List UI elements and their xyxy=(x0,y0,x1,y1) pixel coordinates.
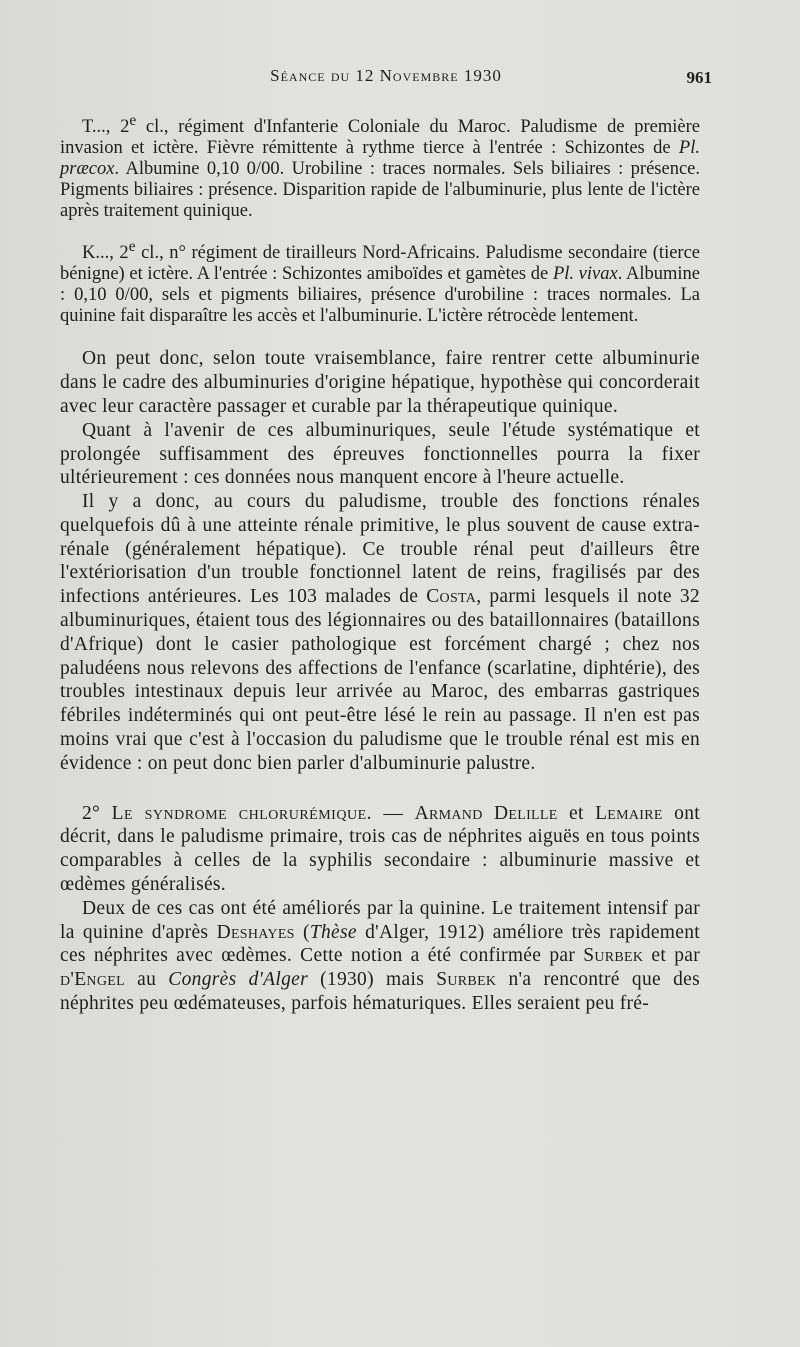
p5-text-f: (1930) mais xyxy=(307,969,437,991)
case-report-2 xyxy=(60,236,700,327)
p3-text-b: , parmi lesquels il note 32 albuminuriques, étaient tous des légionnaires ou des bataillonnaires (bataillons d'Afrique) dont le casier pathologique est forcément chargé ; chez nos paludéens nous relevons des affections de l'enfance (scarlatine, diphtérie), des troubles intestinaux depuis leur arrivée au Maroc, des embarras gastriques fébriles indéterminés qui ont peut-être lésé le rein au passage. Il n'en est pas moins vrai que c'est à l'occasion du paludisme que le trouble rénal est mis en évidence : on peut donc bien parler d'albuminurie palustre. xyxy=(60,586,700,774)
author-surbek-1: Surbek xyxy=(583,945,644,967)
these-title: Thèse xyxy=(309,921,357,943)
author-lemaire: Lemaire xyxy=(595,802,663,824)
p5-text-e: au xyxy=(124,969,169,991)
p5-text-d: et par xyxy=(643,945,700,967)
case-report-1 xyxy=(60,110,700,222)
section-number: 2° xyxy=(82,802,101,824)
paragraph-renal-trouble xyxy=(60,490,700,776)
author-costa: Costa xyxy=(426,586,477,608)
author-engel: d'Engel xyxy=(60,969,125,991)
p5-text-a: Deux de ces cas ont été améliorés par la quinine. Le traitement intensif par la quinine d'après xyxy=(60,897,700,943)
case-1-text-c: . Albumine 0,10 0/00. Urobiline : traces normales. Sels biliaires : présence. Pigments biliaires : présence. Disparition rapide de l'albuminurie, plus lente de l'ictère après traitement quinique. xyxy=(60,159,700,222)
case-1-text-a: T..., 2 xyxy=(82,117,130,138)
paragraph-quinine-treatment xyxy=(60,897,700,1016)
author-deshayes: Deshayes xyxy=(216,921,295,943)
p4-text: ont décrit, dans le paludisme primaire, trois cas de néphrites aiguës en tous points comparables à celles de la syphilis secondaire : albuminurie massive et œdèmes généralisés. xyxy=(60,802,700,896)
p5-text-g: n'a rencontré que des néphrites peu œdémateuses, parfois hématuriques. Elles seraient peu fré- xyxy=(60,969,701,1015)
p5-text-b: ( xyxy=(294,921,310,943)
case-2-text-b: cl., n° régiment de tirailleurs Nord-Africains. Paludisme secondaire (tierce bénigne) et ictère. A l'entrée : Schizontes amiboïdes et gamètes de xyxy=(60,243,700,285)
case-1-superscript: e xyxy=(129,112,137,129)
case-1-text-b: cl., régiment d'Infanterie Coloniale du Maroc. Paludisme de première invasion et ictère. Fièvre rémittente à rythme tierce à l'entrée : Schizontes de xyxy=(60,117,700,159)
author-surbek-2: Surbek xyxy=(436,969,497,991)
page-body xyxy=(60,110,700,1016)
case-2-species: Pl. vivax xyxy=(552,264,618,285)
case-1-species: Pl. præcox xyxy=(60,138,700,180)
case-2-text-c: . Albumine : 0,10 0/00, sels et pigments biliaires, présence d'urobiline : traces normales. La quinine fait disparaître les accès et l'albuminurie. L'ictère rétrocède lentement. xyxy=(60,264,700,327)
author-armand-delille: Armand Delille xyxy=(414,802,558,824)
congres-title: Congrès d'Alger xyxy=(168,969,308,991)
page-header xyxy=(60,66,712,92)
conjunction: et xyxy=(557,802,596,824)
section-dash: — xyxy=(372,802,415,824)
running-head: Séance du 12 Novembre 1930 xyxy=(270,66,502,85)
paragraph-future: Quant à l'avenir de ces albuminuriques, seule l'étude systématique et prolongée suffisamment des épreuves fonctionnelles pourra la fixer ultérieurement : ces données nous manquent encore à l'heure actuelle. xyxy=(60,419,700,489)
section-chloruremic-syndrome xyxy=(60,802,700,897)
case-2-superscript: e xyxy=(128,238,136,256)
section-heading: Le syndrome chlorurémique. xyxy=(111,802,372,824)
p5-text-c: d'Alger, 1912) améliore très rapidement ces néphrites avec œdèmes. Cette notion a été confirmée par xyxy=(60,921,700,967)
p3-text-a: Il y a donc, au cours du paludisme, trouble des fonctions rénales quelquefois dû à une atteinte rénale primitive, le plus souvent de cause extra-rénale (généralement hépatique). Ce trouble rénal peut d'ailleurs être l'extériorisation d'un trouble fonctionnel latent de reins, fragilisés par des infections antérieures. Les 103 malades de xyxy=(60,491,700,608)
case-2-text-a: K..., 2 xyxy=(82,243,129,264)
paragraph-hepatic-origin: On peut donc, selon toute vraisemblance, faire rentrer cette albuminurie dans le cadre des albuminuries d'origine hépatique, hypothèse qui concorderait avec leur caractère passager et curable par la thérapeutique quinique. xyxy=(60,348,700,417)
page-number: 961 xyxy=(686,68,712,87)
